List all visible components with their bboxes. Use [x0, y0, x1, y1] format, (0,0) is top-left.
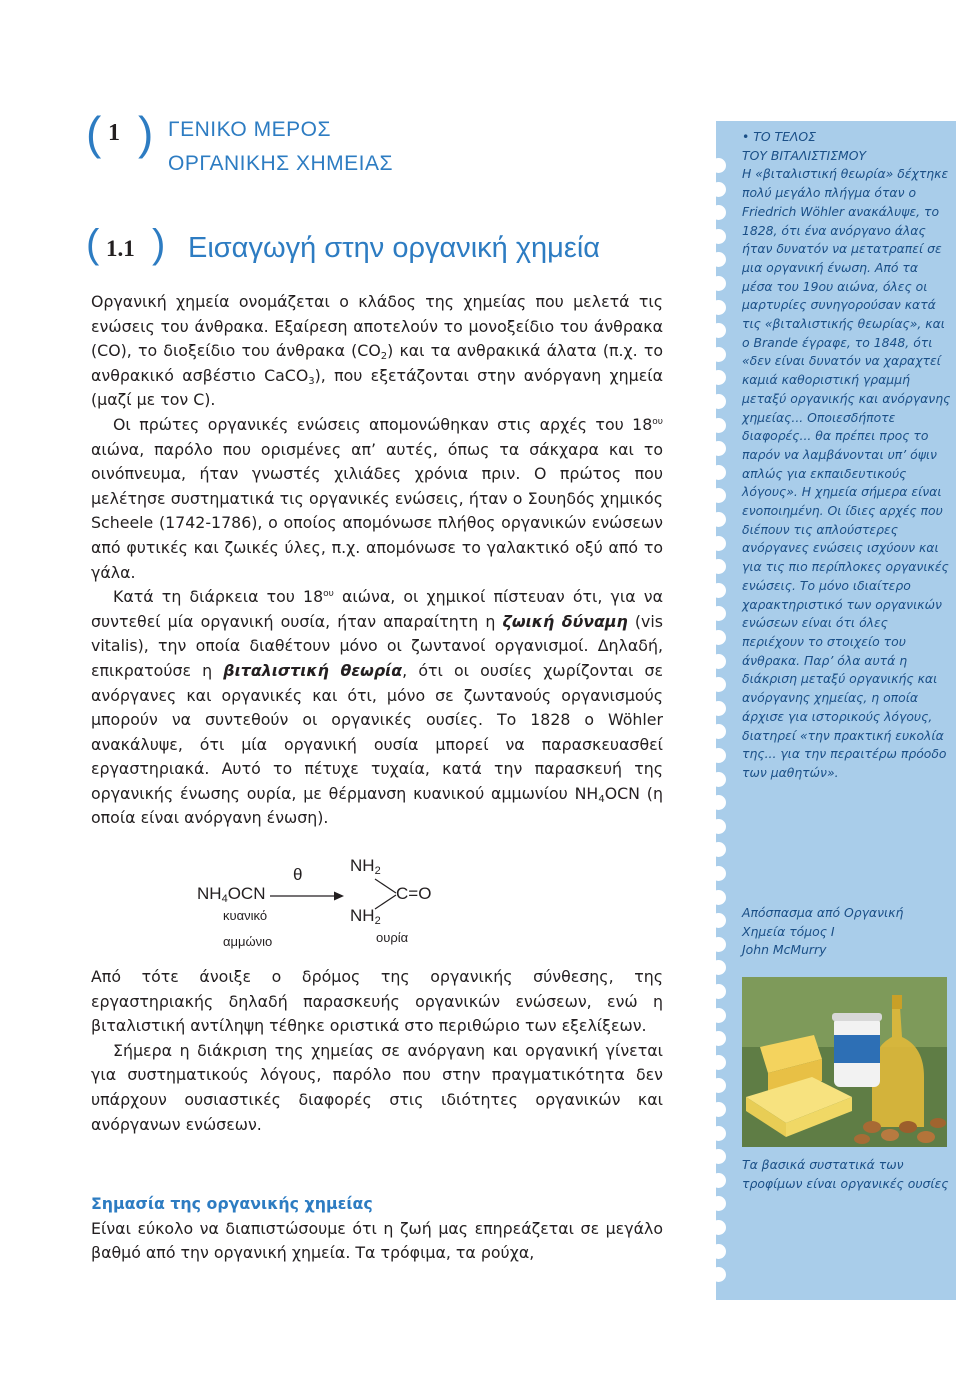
- binder-hole: [711, 182, 726, 197]
- binder-hole: [711, 630, 726, 645]
- binder-hole: [711, 465, 726, 480]
- binder-hole: [711, 937, 726, 952]
- paragraph-definition: [91, 290, 663, 413]
- binder-hole: [711, 795, 726, 810]
- open-parenthesis: (: [86, 107, 102, 159]
- chapter-title-line1: ΓΕΝΙΚΟ ΜΕΡΟΣ: [168, 118, 331, 141]
- carbonyl-group: C=O: [396, 884, 432, 903]
- text-run: ), που εξετάζονται στην ανόργανη χημεία (μαζί με τον C).: [91, 365, 663, 410]
- binder-hole: [711, 960, 726, 975]
- body-text-block: [91, 1192, 663, 1266]
- binder-hole: [711, 701, 726, 716]
- text-run: Οργανική χημεία ονομάζεται ο κλάδος της χημείας που μελετά τις ενώσεις του άνθρακα. Εξαίρεση αποτελούν το μονοξείδιο του άνθρακα (CO), το διοξείδιο του άνθρακα (CO: [91, 292, 663, 361]
- body-text-block: [91, 290, 663, 831]
- binder-hole: [711, 158, 726, 173]
- binder-hole: [711, 205, 726, 220]
- binder-hole: [711, 1220, 726, 1235]
- source-line: Χημεία τόμος I: [742, 923, 835, 939]
- text-run: Κατά τη διάρκεια του 18: [113, 587, 324, 607]
- emphasis-term: ζωική δύναμη: [502, 611, 628, 631]
- sidebar-body: Η «βιταλιστική θεωρία» δέχτηκε πολύ μεγάλο πλήγμα όταν ο Friedrich Wöhler ανακάλυψε, το 1828, ότι ένα ανόργανο άλας ήταν δυνατόν να μετατραπεί σε μια οργανική ένωση. Από τα μέσα του 19ου αιώνα, όλες οι μαρτυρίες συνηγορούσαν κατά τις «βιταλιστικής θεωρίας», και ο Brande έγραφε, το 1848, ότι «δεν είναι δυνατόν να χαραχτεί καμιά καθοριστική γραμμή μεταξύ οργανικής και ανόργανης χημείας... Οποιεσδήποτε διαφορές... θα πρέπει προς το παρόν να λαμβάνονται υπ’ όψιν απλώς για εκπαιδευτικούς λόγους». Η χημεία σήμερα είναι ενοποιημένη. Οι ίδιες αρχές που διέπουν τις απλούστερες ανόργανες ενώσεις ισχύουν και για τις πιο περίπλοκες οργανικές ενώσεις. Το μόνο ιδιαίτερο χαρακτηριστικό των οργανικών ενώσεων είναι ότι όλες περιέχουν το στοιχείο του άνθρακα. Παρ’ όλα αυτά η διάκριση μεταξύ οργανικής και ανόργανης χημείας, η οποία άρχισε για ιστορικούς λόγους, διατηρεί «την πρακτική ευκολία της... για την περαιτέρω πρόοδο των μαθητών».: [742, 166, 951, 780]
- reactant-label-line1: κυανικό: [223, 908, 268, 923]
- binder-hole: [711, 866, 726, 881]
- binder-hole: [711, 394, 726, 409]
- binder-hole: [711, 677, 726, 692]
- reactant-formula: [197, 884, 265, 904]
- binder-hole: [711, 984, 726, 999]
- binder-hole: [711, 1244, 726, 1259]
- superscript: ου: [652, 416, 663, 427]
- binder-hole: [711, 1008, 726, 1023]
- chapter-header: [86, 107, 486, 192]
- binder-hole: [711, 654, 726, 669]
- section-title: Εισαγωγή στην οργανική χημεία: [188, 232, 601, 264]
- binder-hole: [711, 1126, 726, 1141]
- text-run: , ότι οι ουσίες χωρίζονται σε ανόργανες και οργανικές και ότι, μόνο σε ζωντανούς οργανισμούς μπορούν να συντεθούν οι οργανικές ουσίες. Το 1828 ο Wöhler ανακάλυψε, ότι μία οργανική ουσία μπορεί να παρασκευασθεί εργαστηριακά. Αυτό το πέτυχε τυχαία, κατά την παρασκευή της οργανικής ένωσης ουρία, με θέρμανση κυανικού αμμωνίου NH: [91, 660, 663, 803]
- subscript: 2: [380, 351, 388, 363]
- binder-hole: [711, 512, 726, 527]
- binder-hole: [711, 441, 726, 456]
- formula-part: NH: [350, 906, 375, 925]
- binder-hole: [711, 323, 726, 338]
- product-label: ουρία: [376, 930, 409, 945]
- section-header: [86, 222, 686, 274]
- paragraph-vitalism: [91, 585, 663, 831]
- source-line: Απόσπασμα από Οργανική: [742, 905, 904, 920]
- emphasis-term: βιταλιστική θεωρία: [223, 660, 403, 680]
- sidebar-source: [742, 904, 952, 960]
- subscript: 2: [374, 915, 381, 927]
- paragraph-history: [91, 413, 663, 585]
- binder-hole: [711, 347, 726, 362]
- close-parenthesis: ): [152, 222, 166, 266]
- reaction-arrow: [268, 884, 346, 902]
- binder-hole: [711, 1055, 726, 1070]
- chapter-number: 1: [108, 120, 120, 146]
- binder-hole: [711, 748, 726, 763]
- source-line: John McMurry: [742, 942, 827, 958]
- food-photo: [742, 977, 947, 1147]
- subheading: Σημασία της οργανικής χημείας: [91, 1194, 373, 1213]
- binder-hole: [711, 1173, 726, 1188]
- formula-part: NH: [350, 856, 375, 875]
- subscript: 2: [374, 865, 381, 877]
- binder-hole: [711, 913, 726, 928]
- sidebar-heading: [742, 128, 952, 165]
- heading-line: • ΤΟ ΤΕΛΟΣ: [742, 129, 816, 144]
- binder-hole: [711, 1102, 726, 1117]
- binder-hole: [711, 890, 726, 905]
- amine-group-top: [350, 856, 381, 876]
- text-run: αιώνα, οι χημικοί πίστευαν ότι, για να συντεθεί μία οργανική ουσία, ήταν απαραίτητη η: [91, 587, 663, 631]
- binder-hole: [711, 252, 726, 267]
- binder-hole: [711, 842, 726, 857]
- binder-hole: [711, 1078, 726, 1093]
- binder-hole: [711, 819, 726, 834]
- food-illustration: [742, 977, 947, 1147]
- binder-hole: [711, 300, 726, 315]
- binder-hole: [711, 229, 726, 244]
- binder-hole: [711, 772, 726, 787]
- binder-hole: [711, 276, 726, 291]
- binder-hole: [711, 1149, 726, 1164]
- formula-part: NH: [197, 884, 222, 903]
- binder-hole: [711, 536, 726, 551]
- binder-hole: [711, 418, 726, 433]
- paragraph-importance: Είναι εύκολο να διαπιστώσουμε ότι η ζωή μας επηρεάζεται σε μεγάλο βαθμό από την οργανική χημεία. Τα τρόφιμα, τα ρούχα,: [91, 1218, 663, 1263]
- text-run: αιώνα, παρόλο που ορισμένες απ’ αυτές, όπως τα σάκχαρα και το οινόπνευμα, ήταν γνωστές χιλιάδες χρόνια πριν. Ο πρώτος που μελέτησε συστηματικά τις οργανικές ενώσεις, ήταν ο Σουηδός χημικός Scheele (1742-1786), ο οποίος απομόνωσε πλήθος οργανικών ενώσεων από φυτικές και ζωικές ύλες, π.χ. απομόνωσε το γαλακτικό οξύ από το γάλα.: [91, 439, 663, 582]
- binder-hole: [711, 488, 726, 503]
- binder-hole: [711, 606, 726, 621]
- binder-hole: [711, 559, 726, 574]
- text-run: Οι πρώτες οργανικές ενώσεις απομονώθηκαν στις αρχές του 18: [113, 414, 653, 434]
- close-parenthesis: ): [138, 107, 154, 159]
- chapter-title-line2: ΟΡΓΑΝΙΚΗΣ ΧΗΜΕΙΑΣ: [168, 152, 393, 175]
- text-run: OCN (η οποία είναι ανόργανη ένωση).: [91, 783, 663, 828]
- reactant-label-line2: αμμώνιο: [223, 934, 273, 949]
- binder-hole: [711, 1196, 726, 1211]
- superscript: ου: [323, 589, 334, 600]
- binder-hole: [711, 1031, 726, 1046]
- text-run: ) και τα ανθρακικά άλατα (π.χ. το ανθρακικό ασβέστιο CaCO: [91, 341, 663, 385]
- photo-caption: Τα βασικά συστατικά των τροφίμων είναι οργανικές ουσίες: [742, 1157, 949, 1191]
- subscript: 3: [308, 375, 315, 387]
- heading-line: ΤΟΥ ΒΙΤΑΛΙΣΤΙΣΜΟΥ: [742, 147, 867, 163]
- sidebar-note: [742, 128, 952, 783]
- subscript: 4: [221, 893, 228, 905]
- subscript: 4: [598, 793, 605, 805]
- text-run: (vis vitalis), την οποία διαθέτουν μόνο οι ζωντανοί οργανισμοί. Δηλαδή, επικρατούσε η: [91, 611, 663, 680]
- formula-part: OCN: [227, 884, 266, 903]
- open-parenthesis: (: [86, 222, 100, 266]
- body-text-block: [91, 965, 663, 1137]
- paragraph-today: Σήμερα η διάκριση της χημείας σε ανόργανη και οργανική γίνεται για συστηματικούς λόγους, παρόλο που στην πραγματικότητα δεν υπάρχουν ουσιαστικές διαφορές στις ιδιότητες οργανικών και ανόργανων ενώσεων.: [91, 1040, 663, 1134]
- section-number: 1.1: [106, 236, 135, 261]
- binder-hole: [711, 583, 726, 598]
- paragraph-synthesis: Από τότε άνοιξε ο δρόμος της οργανικής σύνθεσης, της εργαστηριακής δηλαδή παρασκευής οργανικών ενώσεων, ενώ η βιταλιστική αντίληψη τέθηκε οριστικά στο περιθώριο των εξελίξεων.: [91, 967, 663, 1036]
- binder-holes: [711, 158, 727, 1298]
- arrow-label: θ: [293, 865, 303, 884]
- binder-hole: [711, 370, 726, 385]
- binder-hole: [711, 1267, 726, 1282]
- binder-hole: [711, 724, 726, 739]
